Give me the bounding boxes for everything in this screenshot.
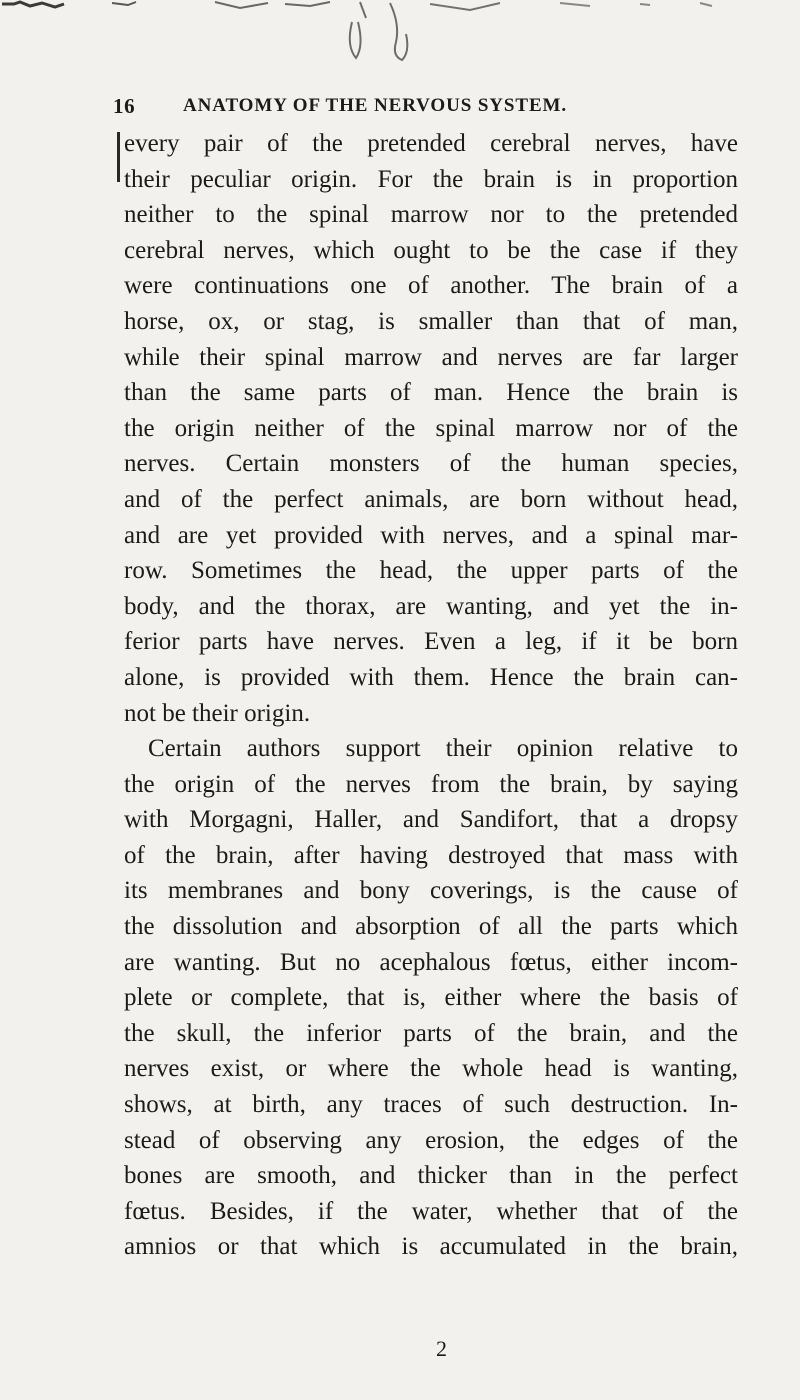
- text-line: Certain authors support their opinion relative to: [148, 735, 738, 763]
- margin-bar: [117, 132, 120, 182]
- text-line: the skull, the inferior parts of the brain, and the: [124, 1019, 738, 1047]
- text-line: row. Sometimes the head, the upper parts of the: [124, 557, 738, 585]
- text-line: plete or complete, that is, either where the basis of: [124, 984, 738, 1012]
- body-text: [124, 126, 738, 1265]
- show-through-text: [0, 0, 800, 62]
- text-line: their peculiar origin. For the brain is in proportion: [124, 165, 738, 193]
- text-line: fœtus. Besides, if the water, whether that of the: [124, 1197, 738, 1225]
- text-line: the origin neither of the spinal marrow nor of the: [124, 414, 738, 442]
- text-line: and are yet provided with nerves, and a spinal mar-: [124, 521, 738, 549]
- text-line: are wanting. But no acephalous fœtus, either incom-: [124, 948, 738, 976]
- text-line: and of the perfect animals, are born without head,: [124, 485, 738, 513]
- text-line: horse, ox, or stag, is smaller than that of man,: [124, 307, 738, 335]
- text-line: with Morgagni, Haller, and Sandifort, that a dropsy: [124, 806, 738, 834]
- text-line: bones are smooth, and thicker than in the perfect: [124, 1162, 738, 1190]
- text-line: stead of observing any erosion, the edges of the: [124, 1126, 738, 1154]
- text-line: ferior parts have nerves. Even a leg, if it be born: [124, 628, 738, 656]
- text-line: shows, at birth, any traces of such destruction. In-: [124, 1091, 738, 1119]
- text-line: than the same parts of man. Hence the brain is: [124, 379, 738, 407]
- page-header: [113, 94, 753, 124]
- text-line: body, and the thorax, are wanting, and yet the in-: [124, 592, 738, 620]
- text-line: nerves exist, or where the whole head is wanting,: [124, 1055, 738, 1083]
- text-line: amnios or that which is accumulated in the brain,: [124, 1233, 738, 1261]
- text-line: its membranes and bony coverings, is the cause of: [124, 877, 738, 905]
- text-line: of the brain, after having destroyed that mass with: [124, 841, 738, 869]
- signature-mark: 2: [436, 1336, 447, 1361]
- text-line: the origin of the nerves from the brain, by saying: [124, 770, 738, 798]
- text-line: nerves. Certain monsters of the human species,: [124, 450, 738, 478]
- text-line: not be their origin.: [124, 699, 311, 727]
- running-head: ANATOMY OF THE NERVOUS SYSTEM.: [183, 95, 568, 116]
- text-line: every pair of the pretended cerebral nerves, have: [124, 130, 738, 157]
- text-line: alone, is provided with them. Hence the brain can-: [124, 663, 738, 691]
- text-line: were continuations one of another. The brain of a: [124, 272, 738, 300]
- text-line: cerebral nerves, which ought to be the case if they: [124, 236, 738, 264]
- text-line: the dissolution and absorption of all the parts which: [124, 913, 738, 941]
- page-number: 16: [113, 94, 136, 118]
- text-line: neither to the spinal marrow nor to the pretended: [124, 201, 738, 229]
- text-line: while their spinal marrow and nerves are far larger: [124, 343, 738, 371]
